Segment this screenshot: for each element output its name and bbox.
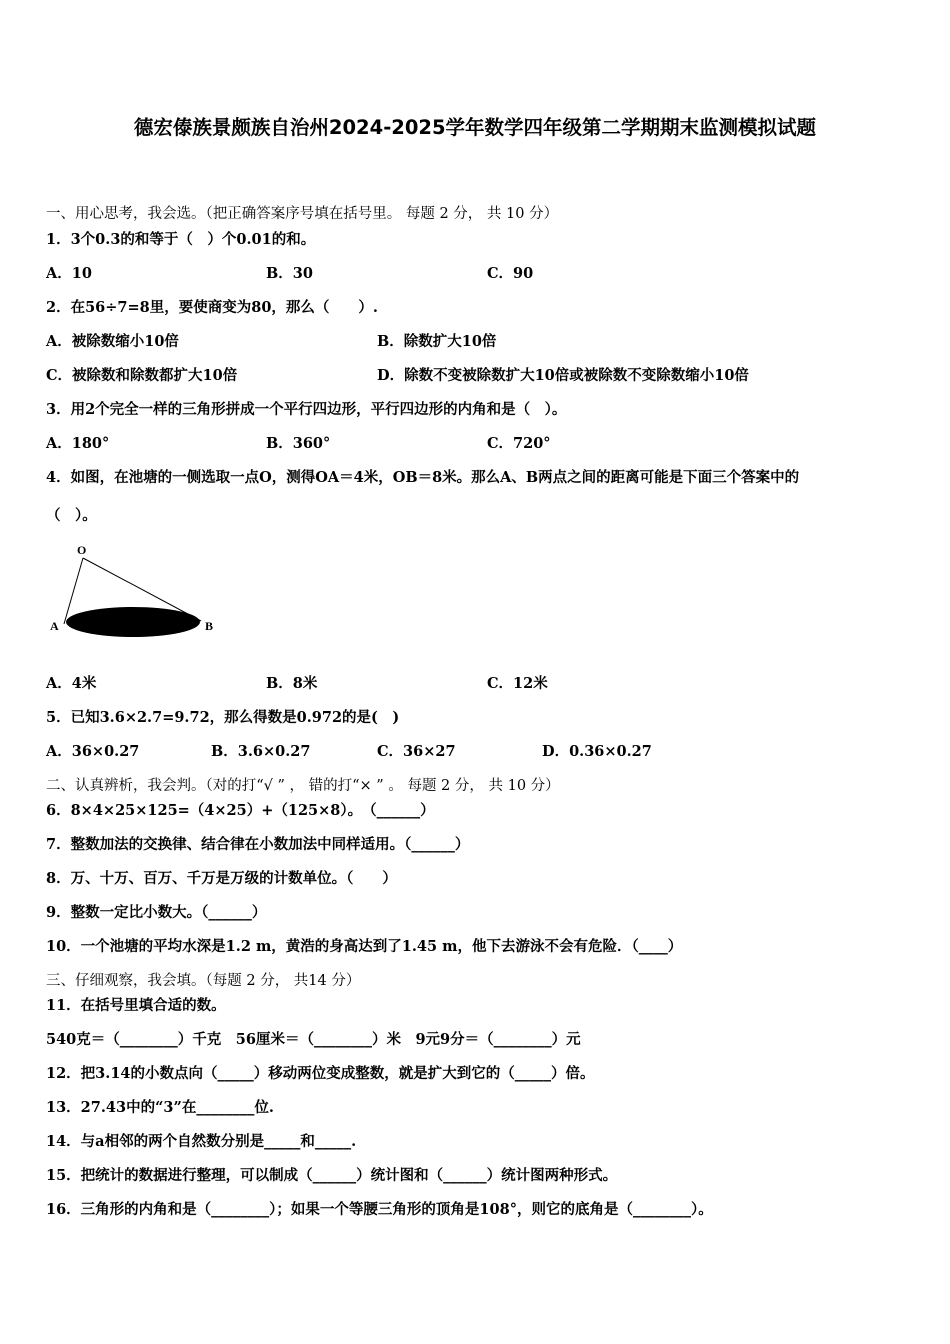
question-4-stem-continued: （ ）。 [46,507,97,524]
question-3-option-c: C．720° [487,435,551,452]
question-1-stem: 1．3个0.3的和等于（ ）个0.01的和。 [46,231,316,248]
question-3-stem: 3．用2个完全一样的三角形拼成一个平行四边形，平行四边形的内角和是（ ）。 [46,401,567,418]
question-13: 13．27.43中的“3”在________位. [46,1099,274,1116]
question-4-option-b: B．8米 [266,675,318,692]
question-15: 15．把统计的数据进行整理，可以制成（______）统计图和（______）统计图两种形式。 [46,1167,618,1184]
question-5-stem: 5．已知3.6×2.7=9.72，那么得数是0.972的是( ) [46,709,400,726]
question-1-option-b: B．30 [266,265,313,282]
question-4-option-c: C．12米 [487,675,548,692]
question-8: 8．万、十万、百万、千万是万级的计数单位。（ ） [46,870,397,887]
pond-diagram [46,538,226,638]
question-12: 12．把3.14的小数点向（_____）移动两位变成整数，就是扩大到它的（_____）倍。 [46,1065,595,1082]
question-16: 16．三角形的内角和是（________）；如果一个等腰三角形的顶角是108°，则它的底角是（________）。 [46,1201,713,1218]
question-2-option-d: D．除数不变被除数扩大10倍或被除数不变除数缩小10倍 [377,367,749,384]
question-5-option-c: C．36×27 [377,743,456,760]
section-heading-2: 二、认真辨析，我会判。（对的打“√ ” ， 错的打“× ” 。 每题 2 分， 共 10 分） [46,778,560,794]
question-1-option-a: A．10 [46,265,92,282]
point-b-label: B [205,619,214,633]
question-10: 10．一个池塘的平均水深是1.2 m，黄浩的身高达到了1.45 m，他下去游泳不会有危险．（____） [46,938,683,955]
point-o-label: O [77,543,87,557]
point-a-label: A [50,619,59,633]
question-6: 6．8×4×25×125=（4×25）+（125×8）。 （______） [46,802,435,819]
section-heading-3: 三、仔细观察，我会填。（每题 2 分， 共14 分） [46,973,361,989]
question-2-option-a: A．被除数缩小10倍 [46,333,179,350]
question-2-option-c: C．被除数和除数都扩大10倍 [46,367,238,384]
question-7: 7．整数加法的交换律、结合律在小数加法中同样适用。（______） [46,836,470,853]
question-5-option-a: A．36×0.27 [46,743,140,760]
question-4-option-a: A．4米 [46,675,97,692]
section-heading-1: 一、用心思考，我会选。（把正确答案序号填在括号里。 每题 2 分， 共 10 分） [46,206,559,222]
question-2-stem: 2．在56÷7=8里，要使商变为80，那么（ ）. [46,299,378,316]
question-5-option-d: D．0.36×0.27 [542,743,652,760]
question-3-option-b: B．360° [266,435,331,452]
question-1-option-c: C．90 [487,265,534,282]
pond-shape [66,607,200,637]
question-4-stem: 4．如图，在池塘的一侧选取一点O，测得OA＝4米，OB＝8米。那么A、B两点之间的距离可能是下面三个答案中的 [46,469,800,486]
question-9: 9．整数一定比小数大。（______） [46,904,267,921]
question-14: 14．与a相邻的两个自然数分别是_____和_____. [46,1133,357,1150]
question-11-blanks: 540克＝（________）千克 56厘米＝（________）米 9元9分＝（________）元 [46,1031,581,1048]
page-title: 德宏傣族景颇族自治州2024-2025学年数学四年级第二学期期末监测模拟试题 [133,116,817,139]
question-11: 11．在括号里填合适的数。 [46,997,226,1014]
question-3-option-a: A．180° [46,435,110,452]
question-2-option-b: B．除数扩大10倍 [377,333,497,350]
question-5-option-b: B．3.6×0.27 [211,743,311,760]
